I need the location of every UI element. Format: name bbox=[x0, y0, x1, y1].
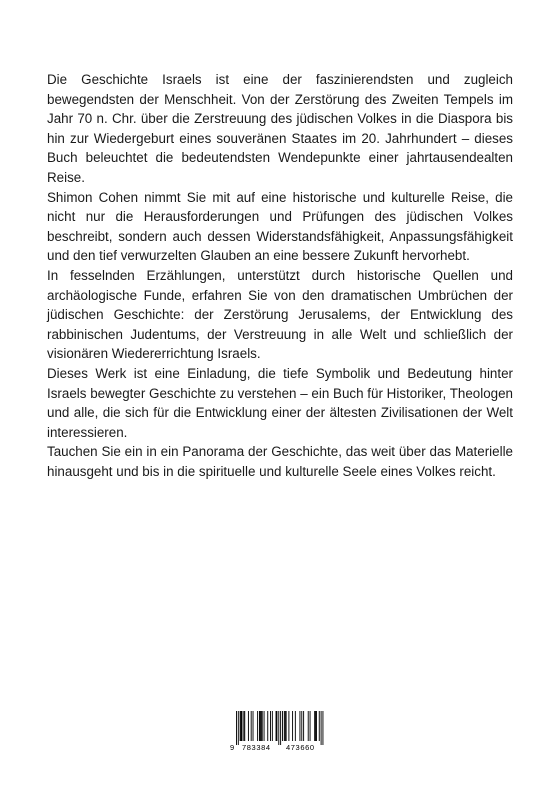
paragraph-3: In fesselnden Erzählungen, unterstützt durch historische Quellen und archäologische Funde, erfahren Sie von den dramatischen Umbrüchen der jüdischen Geschichte: der Zerstörung Jerusalems, der Entwicklung des rabbinischen Judentums, der Verstreuung in alle Welt und schließlich der visionären Wiedererrichtung Israels. bbox=[47, 267, 513, 362]
barcode-bar bbox=[299, 711, 300, 741]
barcode-bar bbox=[310, 711, 311, 741]
barcode-lead-digit: 9 bbox=[230, 743, 235, 752]
barcode-bar bbox=[270, 711, 271, 741]
barcode-bar bbox=[244, 711, 245, 741]
isbn-barcode bbox=[229, 711, 329, 755]
barcode-bar bbox=[316, 711, 317, 741]
barcode-bar bbox=[276, 711, 277, 741]
barcode-left-group: 783384 bbox=[242, 743, 271, 752]
paragraph-4: Dieses Werk ist eine Einladung, die tiefe Symbolik und Bedeutung hinter Israels bewegter Geschichte zu verstehen – ein Buch für Historiker, Theologen und alle, die sich für die Entwicklung einer der ältesten Zivilisationen der Welt interessieren. bbox=[47, 365, 513, 440]
barcode-bar bbox=[288, 711, 289, 741]
barcode-bar bbox=[319, 711, 320, 741]
barcode-bar bbox=[259, 711, 260, 741]
barcode-bar bbox=[262, 711, 263, 741]
barcode-bar bbox=[243, 711, 244, 741]
barcode-bar bbox=[295, 711, 296, 741]
paragraph-1: Die Geschichte Israels ist eine der faszinierendsten und zugleich bewegendsten der Menschheit. Von der Zerstörung des Zweiten Tempels im Jahr 70 n. Chr. über die Zerstreuung des jüdischen Volkes in die Diaspora bis hin zur Wiedergeburt eines souveränen Staates im 20. Jahrhundert – dieses Buch beleuchtet die bedeutendsten Wendepunkte einer jahrtausendealten Reise. bbox=[47, 72, 513, 185]
barcode-bar bbox=[314, 711, 315, 741]
barcode-bar bbox=[257, 711, 258, 741]
barcode-bar bbox=[282, 711, 283, 741]
barcode-bar bbox=[236, 711, 237, 745]
barcode-bar bbox=[253, 711, 254, 741]
barcode-bar bbox=[242, 711, 243, 741]
barcode-bars bbox=[229, 711, 329, 745]
barcode-bar bbox=[280, 711, 281, 745]
barcode-bar bbox=[264, 711, 265, 741]
barcode-digits bbox=[229, 741, 329, 755]
paragraph-2: Shimon Cohen nimmt Sie mit auf eine historische und kulturelle Reise, die nicht nur die Herausforderungen und Prüfungen des jüdischen Volkes beschreibt, sondern auch dessen Widerstandsfähigkeit, Anpassungsfähigkeit und den tief verwurzelten Glauben an eine bessere Zukunft hervorhebt. bbox=[47, 189, 513, 264]
barcode-bar bbox=[241, 711, 242, 741]
barcode-bar bbox=[321, 711, 322, 745]
barcode-bar bbox=[292, 711, 293, 741]
barcode-bar bbox=[308, 711, 309, 741]
barcode-bar bbox=[240, 711, 241, 741]
barcode-bar bbox=[251, 711, 252, 741]
barcode-bar bbox=[315, 711, 316, 741]
paragraph-5: Tauchen Sie ein in ein Panorama der Geschichte, das weit über das Materielle hinausgeht und bis in die spirituelle und kulturelle Seele eines Volkes reicht. bbox=[47, 444, 513, 479]
barcode-bar bbox=[248, 711, 249, 741]
barcode-bar bbox=[238, 711, 239, 745]
barcode-bar bbox=[303, 711, 304, 741]
barcode-bar bbox=[267, 711, 268, 741]
barcode-bar bbox=[286, 711, 287, 741]
barcode-bar bbox=[285, 711, 286, 741]
barcode-bar bbox=[260, 711, 261, 741]
barcode-bar bbox=[284, 711, 285, 741]
barcode-bar bbox=[261, 711, 262, 741]
barcode-bar bbox=[276, 711, 277, 741]
back-cover-description bbox=[47, 70, 513, 481]
barcode-bar bbox=[301, 711, 302, 741]
barcode-bar bbox=[278, 711, 279, 745]
barcode-right-group: 473660 bbox=[286, 743, 315, 752]
barcode-bar bbox=[322, 711, 323, 745]
barcode-bar bbox=[272, 711, 273, 741]
